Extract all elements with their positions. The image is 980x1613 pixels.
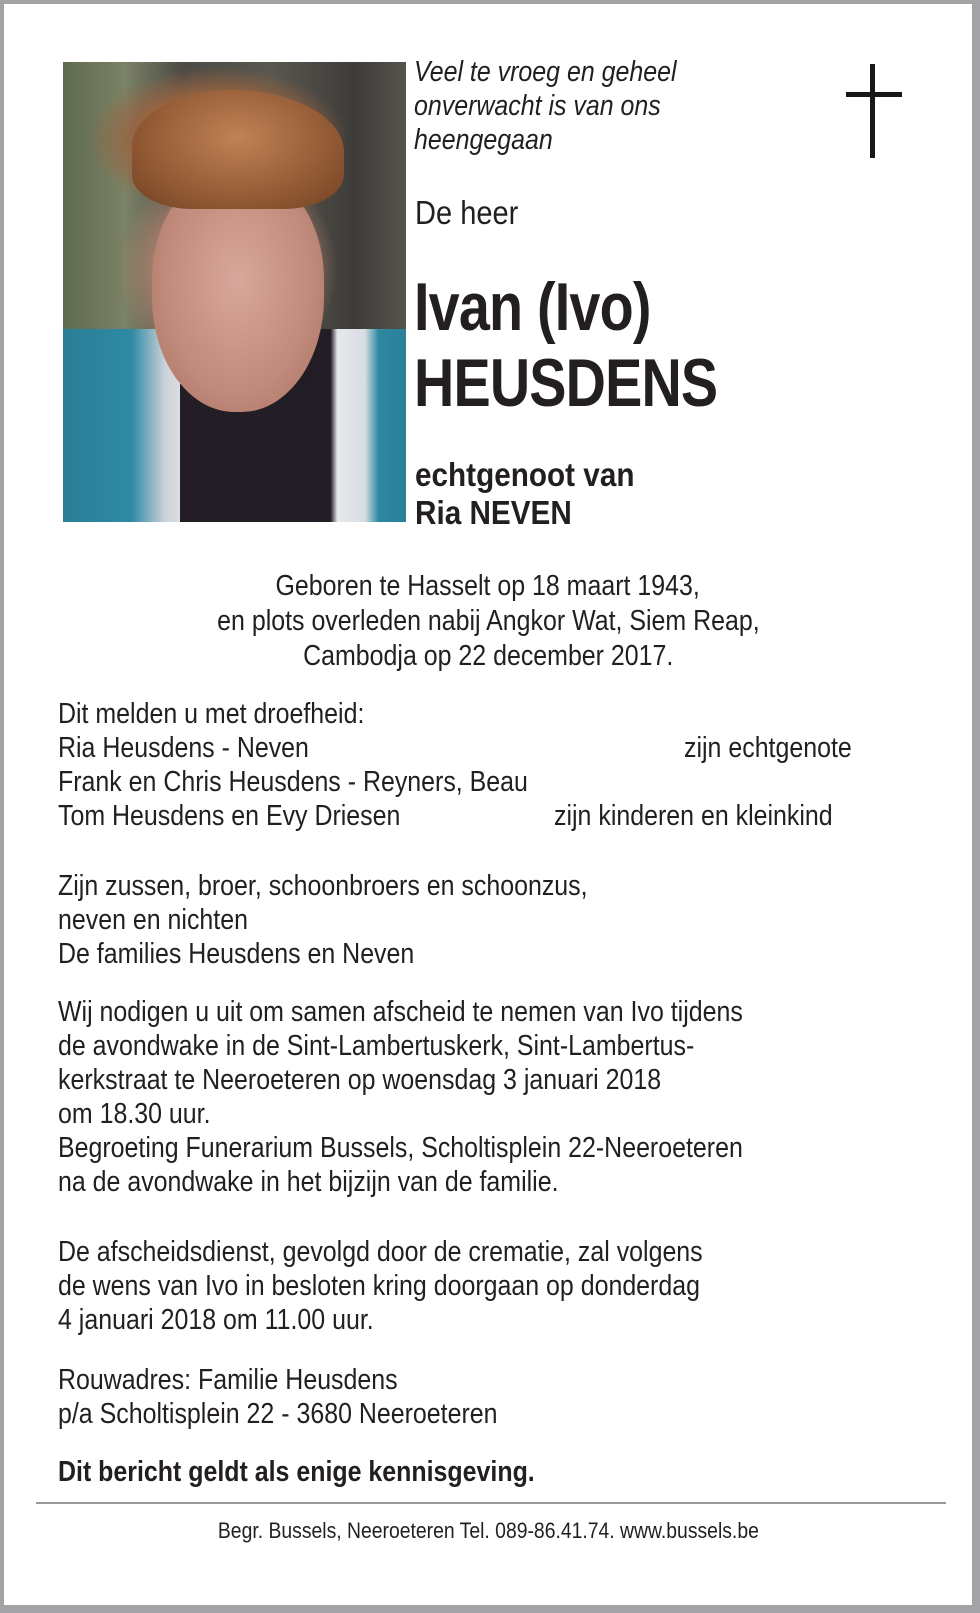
name-line-2: HEUSDENS (414, 345, 718, 421)
cross-icon (846, 64, 902, 158)
vigil-line-4: om 18.30 uur. (58, 1098, 211, 1130)
vigil-line-3: kerkstraat te Neeroeteren op woensdag 3 januari 2018 (58, 1064, 662, 1096)
title-prefix: De heer (415, 194, 519, 231)
vigil-line-1: Wij nodigen u uit om samen afscheid te nemen van Ivo tijdens (58, 996, 743, 1028)
footer-divider (36, 1502, 946, 1504)
announcer-relation-3: zijn kinderen en kleinkind (554, 800, 833, 832)
portrait-photo (63, 62, 406, 522)
vigil-line-6: na de avondwake in het bijzijn van de familie. (58, 1166, 559, 1198)
family-line-1: Zijn zussen, broer, schoonbroers en schoonzus, (58, 870, 588, 902)
footer-text: Begr. Bussels, Neeroeteren Tel. 089-86.41.74. www.bussels.be (217, 1518, 759, 1543)
announcer-relation-1: zijn echtgenote (684, 732, 852, 764)
vigil-line-5: Begroeting Funerarium Bussels, Scholtisplein 22-Neeroeteren (58, 1132, 743, 1164)
announcers-heading: Dit melden u met droefheid: (58, 698, 365, 730)
birth-death-line-1: Geboren te Hasselt op 18 maart 1943, (275, 570, 701, 602)
address-line-2: p/a Scholtisplein 22 - 3680 Neeroeteren (58, 1398, 498, 1430)
service-line-3: 4 januari 2018 om 11.00 uur. (58, 1304, 374, 1336)
intro-line-2: onverwacht is van ons (414, 90, 661, 122)
birth-death-line-3: Cambodja op 22 december 2017. (302, 640, 674, 672)
name-line-1: Ivan (Ivo) (414, 269, 651, 345)
family-line-3: De families Heusdens en Neven (58, 938, 415, 970)
service-line-2: de wens van Ivo in besloten kring doorgaan op donderdag (58, 1270, 700, 1302)
spouse-label: echtgenoot van (415, 456, 635, 493)
spouse-name: Ria NEVEN (415, 494, 572, 531)
obituary-card (4, 4, 972, 1605)
service-line-1: De afscheidsdienst, gevolgd door de crematie, zal volgens (58, 1236, 703, 1268)
footer (4, 1518, 972, 1544)
intro-line-3: heengegaan (414, 124, 553, 156)
announcer-names-1: Ria Heusdens - Neven (58, 732, 309, 764)
photo-hair (132, 90, 345, 210)
closing-statement: Dit bericht geldt als enige kennisgeving. (58, 1456, 535, 1488)
birth-death-line-2: en plots overleden nabij Angkor Wat, Siem Reap, (216, 605, 760, 637)
intro-line-1: Veel te vroeg en geheel (414, 56, 677, 88)
address-line-1: Rouwadres: Familie Heusdens (58, 1364, 398, 1396)
announcer-names-2: Frank en Chris Heusdens - Reyners, Beau (58, 766, 528, 798)
announcer-names-3: Tom Heusdens en Evy Driesen (58, 800, 401, 832)
vigil-line-2: de avondwake in de Sint-Lambertuskerk, Sint-Lambertus- (58, 1030, 695, 1062)
family-line-2: neven en nichten (58, 904, 248, 936)
